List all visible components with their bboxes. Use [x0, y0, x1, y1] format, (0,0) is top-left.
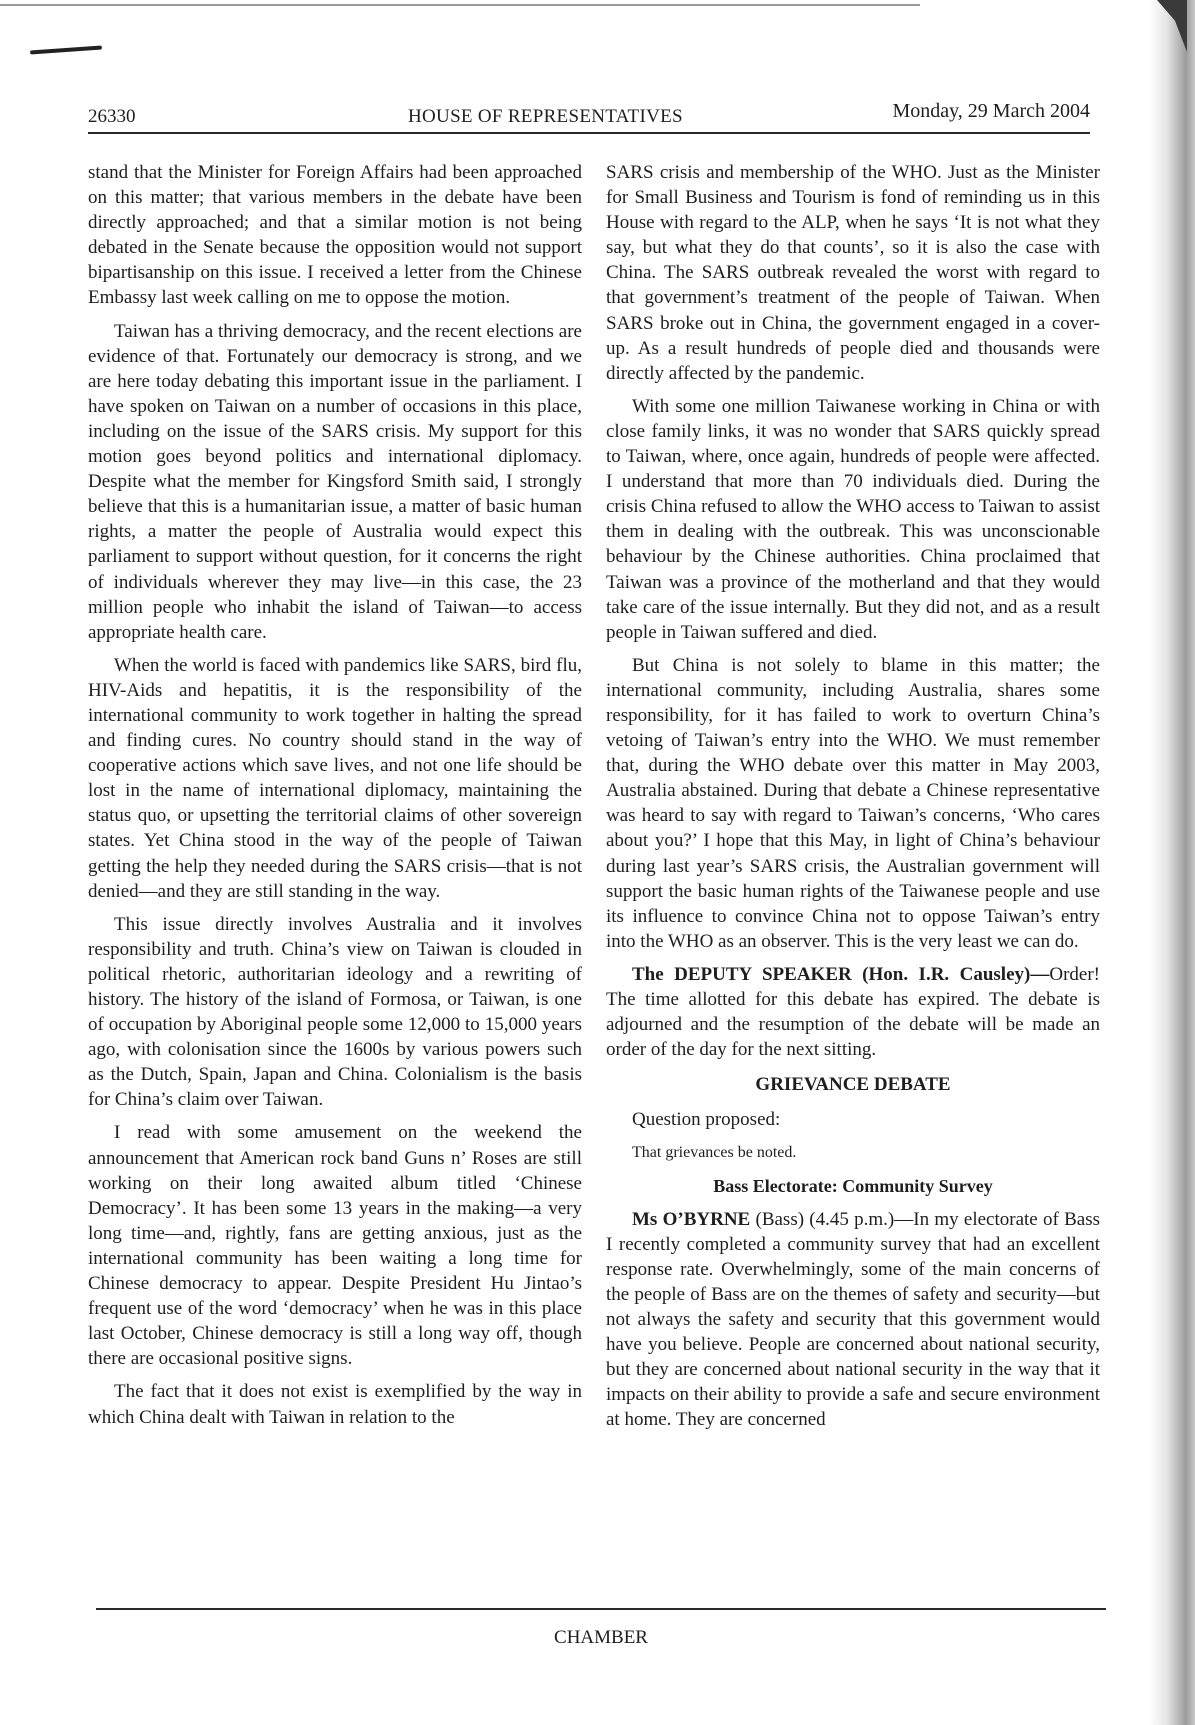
section-subheading: Bass Electorate: Community Survey: [713, 1175, 993, 1196]
speaker-text: Order! The time allotted for this debate has expired. The debate is adjourned and the resumption of the debate will be made an order of the day for the next sitting.: [606, 963, 1100, 1061]
grievance-debate-heading: GRIEVANCE DEBATE: [755, 1074, 951, 1096]
speaker-name: Ms O’BYRNE: [632, 1208, 751, 1230]
footer-chamber-label: CHAMBER: [554, 1627, 648, 1648]
motion-text: That grievances be noted.: [632, 1144, 797, 1162]
paragraph: But China is not solely to blame in this matter; the international community, including Australia, shares some responsibility, for it has failed to work to overturn China’s vetoing of Taiwan’s entry into the WHO. We must remember that, during the WHO debate over this matter in May 2003, Australia abstained. During that debate a Chinese representative was heard to say with regard to Taiwan’s concerns, ‘Who cares about you?’ I hope that this May, in light of China’s behaviour during last year’s SARS crisis, the Australian government will support the basic human rights of the Taiwanese people and use its influence to convince China not to oppose Taiwan’s entry into the WHO as an observer. This is the very least we can do.: [606, 654, 1100, 952]
paragraph: The fact that it does not exist is exemplified by the way in which China dealt with Taiwan in relation to the: [88, 1381, 582, 1428]
paragraph: SARS crisis and membership of the WHO. Just as the Minister for Small Business and Tourism is fond of reminding us in this House with regard to the ALP, when he says ‘It is not what they say, but what they do that counts’, so it is also the case with China. The SARS outbreak revealed the worst with regard to that government’s treatment of the people of Taiwan. When SARS broke out in China, the government engaged in a cover-up. As a result hundreds of people died and thousands were directly affected by the pandemic.: [606, 162, 1100, 384]
speaker-text: (Bass) (4.45 p.m.)—In my electorate of Bass I recently completed a community survey that had an excellent response rate. Overwhelmingly, some of the main concerns of the people of Bass are on the themes of safety and security—but not always the safety and security that this government would have you believe. People are concerned about national security, but they are concerned about national security in the way that it impacts on their ability to provide a safe and secure environment at home. They are concerned: [606, 1208, 1100, 1431]
paragraph: With some one million Taiwanese working in China or with close family links, it was no wonder that SARS quickly spread to Taiwan, where, once again, hundreds of people were affected. I understand that more than 70 individuals died. During the crisis China refused to allow the WHO access to Taiwan to assist them in dealing with the outbreak. This was unconscionable behaviour by the Chinese authorities. China proclaimed that Taiwan was a province of the motherland and that they would take care of the issue internally. But they did not, and as a result people in Taiwan suffered and died.: [606, 395, 1100, 643]
paragraph: This issue directly involves Australia and it involves responsibility and truth. China’s view on Taiwan is clouded in political rhetoric, authoritarian ideology and a rewriting of history. The history of the island of Formosa, or Taiwan, is one of occupation by Aboriginal people some 12,000 to 15,000 years ago, with colonisation since the 1600s by various powers such as the Dutch, Spain, Japan and China. Colonialism is the basis for China’s claim over Taiwan.: [88, 913, 582, 1111]
running-head: [88, 98, 1090, 134]
paragraph: When the world is faced with pandemics like SARS, bird flu, HIV-Aids and hepatitis, it is the responsibility of the international community to work together in halting the spread and finding cures. No country should stand in the way of cooperative actions which save lives, and not one life should be lost in the name of international diplomacy, maintaining the status quo, or upsetting the territorial claims of other sovereign states. Yet China stood in the way of the people of Taiwan getting the help they needed during the SARS crisis—that is not denied—and they are still standing in the way.: [88, 654, 582, 902]
deputy-speaker-paragraph: [606, 962, 1100, 1062]
sitting-date: Monday, 29 March 2004: [892, 100, 1090, 122]
footer-rule: [96, 1608, 1106, 1610]
question-proposed: Question proposed:: [632, 1109, 781, 1131]
speaker-name: The DEPUTY SPEAKER (Hon. I.R. Causley)—: [632, 963, 1050, 985]
paragraph: stand that the Minister for Foreign Affairs had been approached on this matter; that various members in the debate have been directly approached; and that a similar motion is not being debated in the Senate because the opposition would not support bipartisanship on this issue. I received a letter from the Chinese Embassy last week calling on me to oppose the motion.: [88, 162, 582, 309]
publication-title: HOUSE OF REPRESENTATIVES: [408, 106, 683, 127]
scan-pen-mark: [30, 45, 102, 54]
scan-top-edge: [0, 4, 920, 6]
scan-page-edge-shadow: [1149, 0, 1195, 1725]
obyrne-paragraph: [606, 1207, 1100, 1433]
paragraph: I read with some amusement on the weekend the announcement that American rock band Guns n’ Roses are still working on their long awaited album titled ‘Chinese Democracy’. It has been some 13 years in the making—a very long time—and, rightly, fans are getting anxious, just as the international community has been waiting a long time for Chinese democracy to appear. Despite President Hu Jintao’s frequent use of the word ‘democracy’ when he was in this place last October, Chinese democracy is still a long way off, though there are occasional positive signs.: [88, 1122, 582, 1370]
paragraph: Taiwan has a thriving democracy, and the recent elections are evidence of that. Fortunately our democracy is strong, and we are here today debating this important issue in the parliament. I have spoken on Taiwan on a number of occasions in this place, including on the issue of the SARS crisis. My support for this motion goes beyond politics and international diplomacy. Despite what the member for Kingsford Smith said, I strongly believe that this is a humanitarian issue, a matter of basic human rights, a matter the people of Australia would expect this parliament to support without question, for it concerns the right of individuals wherever they may live—in this case, the 23 million people who inhabit the island of Taiwan—to access appropriate health care.: [88, 320, 582, 643]
right-column: [606, 160, 1100, 1441]
page-number: 26330: [88, 106, 136, 127]
left-column: [88, 160, 582, 1438]
